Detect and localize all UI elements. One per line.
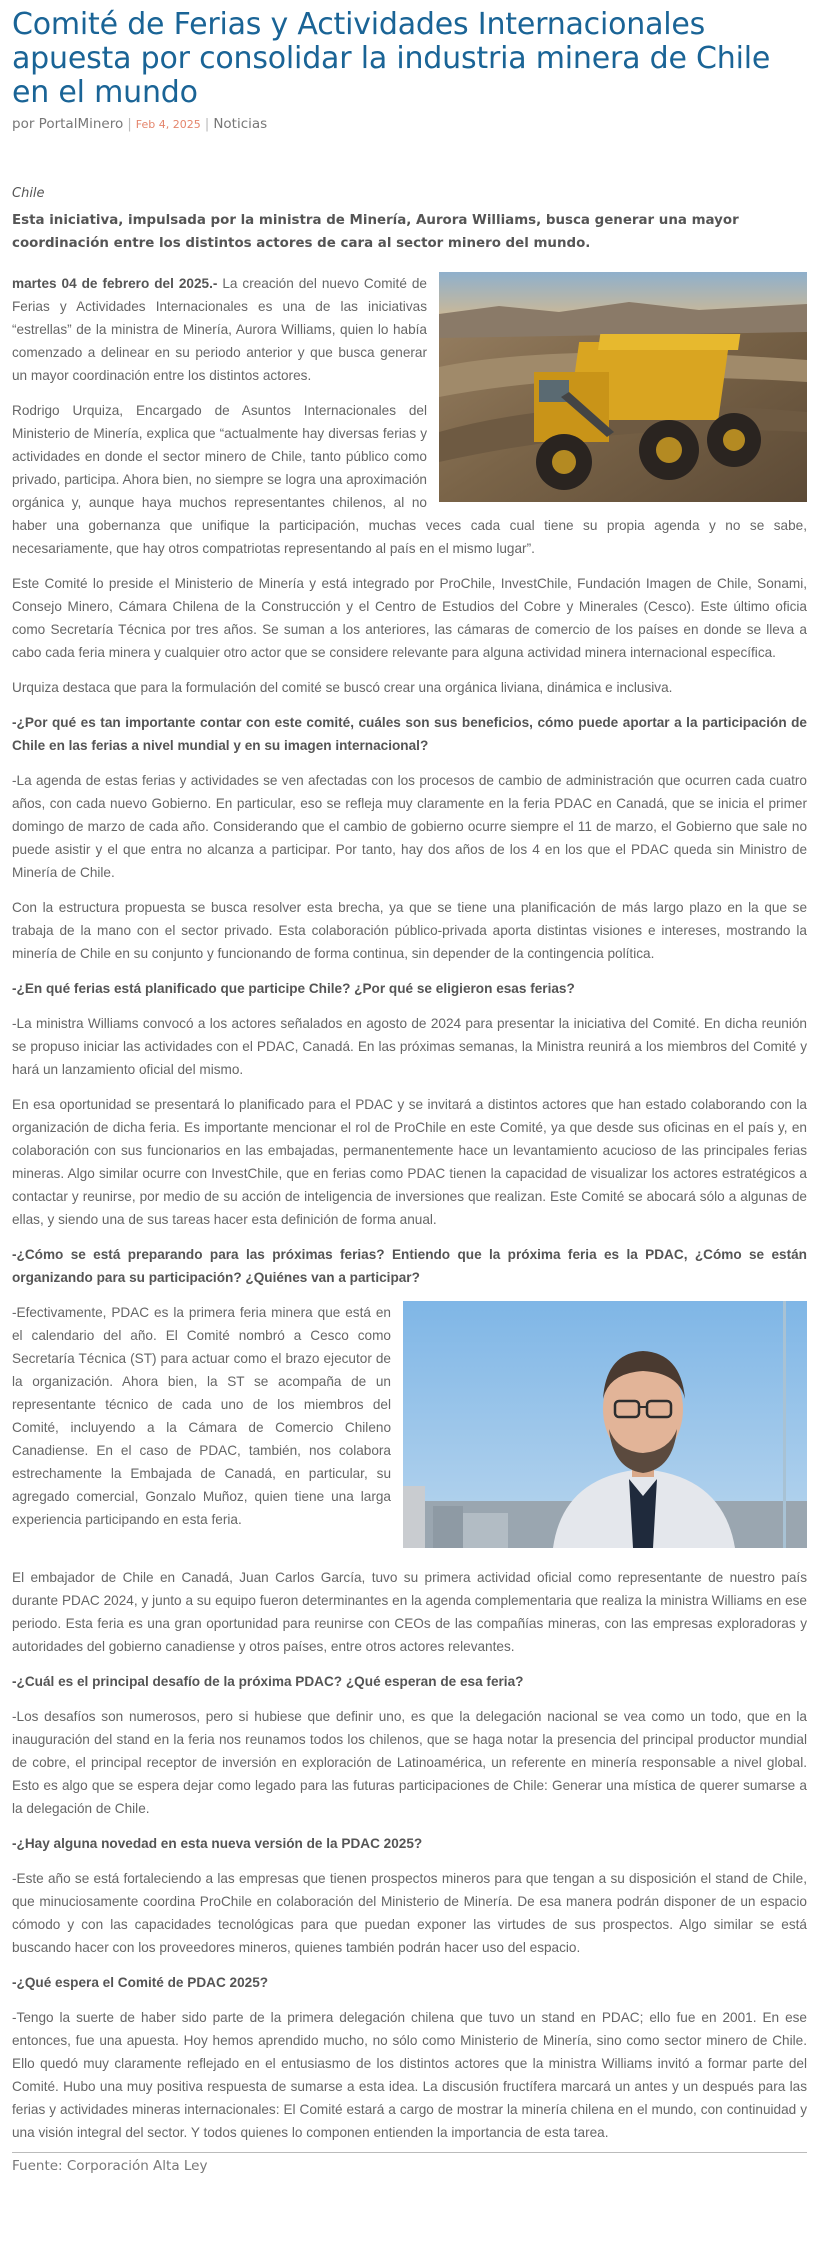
paragraph: El embajador de Chile en Canadá, Juan Carlos García, tuvo su primera actividad oficial como representante de nuestro país durante PDAC 2024, y junto a su equipo fueron determinantes en la agenda complementaria que realiza la ministra Williams en ese periodo. Esta feria es una gran oportunidad para reunirse con CEOs de las compañías mineras, con las empresas exploradoras y autoridades del gobierno canadiense y otros países, entre otros actores relevantes. xyxy=(12,1570,807,1654)
paragraph: -Los desafíos son numerosos, pero si hubiese que definir uno, es que la delegación nacional se vea como un todo, que en la inauguración del stand en la feria nos reunamos todos los chilenos, que se haga notar la presencia del principal productor mundial de cobre, el principal receptor de inversión en exploración de Latinoamérica, un referente en minería responsable a nivel global. Esto es algo que se espera dejar como legado para las futuras participaciones de Chile: Generar una mística de querer sumarse a la delegación de Chile. xyxy=(12,1709,807,1816)
paragraph: -Este año se está fortaleciendo a las empresas que tienen prospectos mineros para que tengan a su disposición el stand de Chile, que minuciosamente coordina ProChile en colaboración del Ministerio de Minería. De esa manera podrán disponer de un espacio cómodo y con las capacidades tecnológicas para que puedan exponer las virtudes de sus prospectos. Algo similar se está buscando hacer con los proveedores mineros, quienes también podrán hacer uso del espacio. xyxy=(12,1871,807,1955)
category-link[interactable]: Noticias xyxy=(213,116,268,132)
mining-truck-photo xyxy=(439,272,807,502)
article-lead: Esta iniciativa, impulsada por la ministra de Minería, Aurora Williams, busca generar una mayor coordinación entre los distintos actores de cara al sector minero del mundo. xyxy=(12,213,739,251)
paragraph: En esa oportunidad se presentará lo planificado para el PDAC y se invitará a distintos actores que han estado colaborando con la organización de dicha feria. Es importante mencionar el rol de ProChile en este Comité, ya que desde sus oficinas en el país y, en colaboración con sus funcionarios en las embajadas, permanentemente hace un levantamiento acucioso de las principales ferias mineras. Algo similar ocurre con InvestChile, que en ferias como PDAC tienen la capacidad de visualizar los actores estratégicos a contactar y reunirse, por medio de su acción de inteligencia de inversiones que realizan. Este Comité se abocará sólo a algunas de ellas, y siendo una de sus tareas hacer esta definición de forma anual. xyxy=(12,1097,807,1227)
question: -¿Cómo se está preparando para las próximas ferias? Entiendo que la próxima feria es la PDAC, ¿Cómo se están organizando para su participación? ¿Quiénes van a participar? xyxy=(12,1247,807,1285)
post-date: Feb 4, 2025 xyxy=(135,118,201,131)
question: -¿Por qué es tan importante contar con este comité, cuáles son sus beneficios, cómo puede aportar a la participación de Chile en las ferias a nivel mundial y en su imagen internacional? xyxy=(12,715,807,753)
article-dateline: martes 04 de febrero del 2025.- xyxy=(12,276,218,291)
article-meta: por PortalMinero | Feb 4, 2025 | Noticias xyxy=(12,116,268,132)
question: -¿Qué espera el Comité de PDAC 2025? xyxy=(12,1975,269,1990)
divider xyxy=(12,2152,807,2153)
article xyxy=(12,0,807,2174)
source-credit: Fuente: Corporación Alta Ley xyxy=(12,2158,208,2174)
question: -¿En qué ferias está planificado que participe Chile? ¿Por qué se eligieron esas ferias? xyxy=(12,981,575,996)
paragraph: -Tengo la suerte de haber sido parte de la primera delegación chilena que tuvo un stand en PDAC; ello fue en 2001. En ese entonces, fue una apuesta. Hoy hemos aprendido mucho, no sólo como Ministerio de Minería, sino como sector minero de Chile. Ello quedó muy claramente reflejado en el entusiasmo de los distintos actores que la ministra Williams invitó a formar parte del Comité. Hubo una muy positiva respuesta de sumarse a esta idea. La discusión fructífera marcará un antes y un después para las ferias y actividades mineras internacionales: El Comité estará a cargo de mostrar la minería chilena en el mundo, con continuidad y una visión integral del sector. Y todos quienes lo componen entienden la importancia de esta tarea. xyxy=(12,2010,807,2140)
article-title: Comité de Ferias y Actividades Internacionales apuesta por consolidar la industria minera de Chile en el mundo xyxy=(12,7,771,110)
paragraph: -La agenda de estas ferias y actividades se ven afectadas con los procesos de cambio de administración que ocurren cada cuatro años, con cada nuevo Gobierno. En particular, eso se refleja muy claramente en la feria PDAC en Canadá, que se inicia el primer domingo de marzo de cada año. Considerando que el cambio de gobierno ocurre siempre el 11 de marzo, el Gobierno que sale no puede asistir y el que entra no alcanza a participar. Por tanto, hay dos años de los 4 en los que el PDAC queda sin Ministro de Minería de Chile. xyxy=(12,773,807,880)
paragraph-intro-text: La creación del nuevo Comité de Ferias y Actividades Internacionales es una de las iniciativas “estrellas” de la ministra de Minería, Aurora Williams, quien lo había comenzado a delinear en su periodo anterior y que busca generar un mayor coordinación entre los distintos actores. xyxy=(12,276,427,383)
region-label: Chile xyxy=(12,186,45,201)
paragraph: Urquiza destaca que para la formulación del comité se buscó crear una orgánica liviana, dinámica e inclusiva. xyxy=(12,680,673,695)
paragraph: Rodrigo Urquiza, Encargado de Asuntos Internacionales del Ministerio de Minería, explica que “actualmente hay diversas ferias y actividades en donde el sector minero de Chile, tanto público como privado, participa. Ahora bien, no siempre se logra una aproximación orgánica y, aunque haya muchos representantes chilenos, al no haber una gobernanza que unifique la participación, muchas veces cada cual tiene su propia agenda y no se sabe, necesariamente, que hay otros compatriotas representando al país en el mismo lugar”. xyxy=(12,403,807,556)
paragraph: Este Comité lo preside el Ministerio de Minería y está integrado por ProChile, InvestChile, Fundación Imagen de Chile, Sonami, Consejo Minero, Cámara Chilena de la Construcción y el Centro de Estudios del Cobre y Minerales (Cesco). Este último oficia como Secretaría Técnica por tres años. Se suman a los anteriores, las cámaras de comercio de los países en donde se lleva a cabo cada feria minera y cualquier otro actor que se considere relevante para alguna actividad minera internacional específica. xyxy=(12,576,807,660)
paragraph: -La ministra Williams convocó a los actores señalados en agosto de 2024 para presentar la iniciativa del Comité. En dicha reunión se propuso iniciar las actividades con el PDAC, Canadá. En las próximas semanas, la Ministra reunirá a los miembros del Comité y hará un lanzamiento oficial del mismo. xyxy=(12,1016,807,1077)
portrait-photo xyxy=(403,1301,807,1548)
paragraph: -Efectivamente, PDAC es la primera feria minera que está en el calendario del año. El Comité nombró a Cesco como Secretaría Técnica (ST) para actuar como el brazo ejecutor de la organización. Ahora bien, la ST se acompaña de un representante técnico de cada uno de los miembros del Comité, incluyendo a la Cámara de Comercio Chileno Canadiense. En el caso de PDAC, también, nos colabora estrechamente la Embajada de Canadá, en particular, su agregado comercial, Gonzalo Muñoz, quien tiene una larga experiencia participando en esta feria. xyxy=(12,1305,391,1527)
paragraph: Con la estructura propuesta se busca resolver esta brecha, ya que se tiene una planificación de más largo plazo en la que se trabaja de la mano con el sector privado. Esta colaboración público-privada aporta distintas visiones e intereses, mostrando la minería de Chile en su conjunto y funcionando de forma continua, sin depender de la contingencia política. xyxy=(12,900,807,961)
question: -¿Cuál es el principal desafío de la próxima PDAC? ¿Qué esperan de esa feria? xyxy=(12,1674,524,1689)
question: -¿Hay alguna novedad en esta nueva versión de la PDAC 2025? xyxy=(12,1836,423,1851)
author-link[interactable]: por PortalMinero xyxy=(12,116,124,132)
